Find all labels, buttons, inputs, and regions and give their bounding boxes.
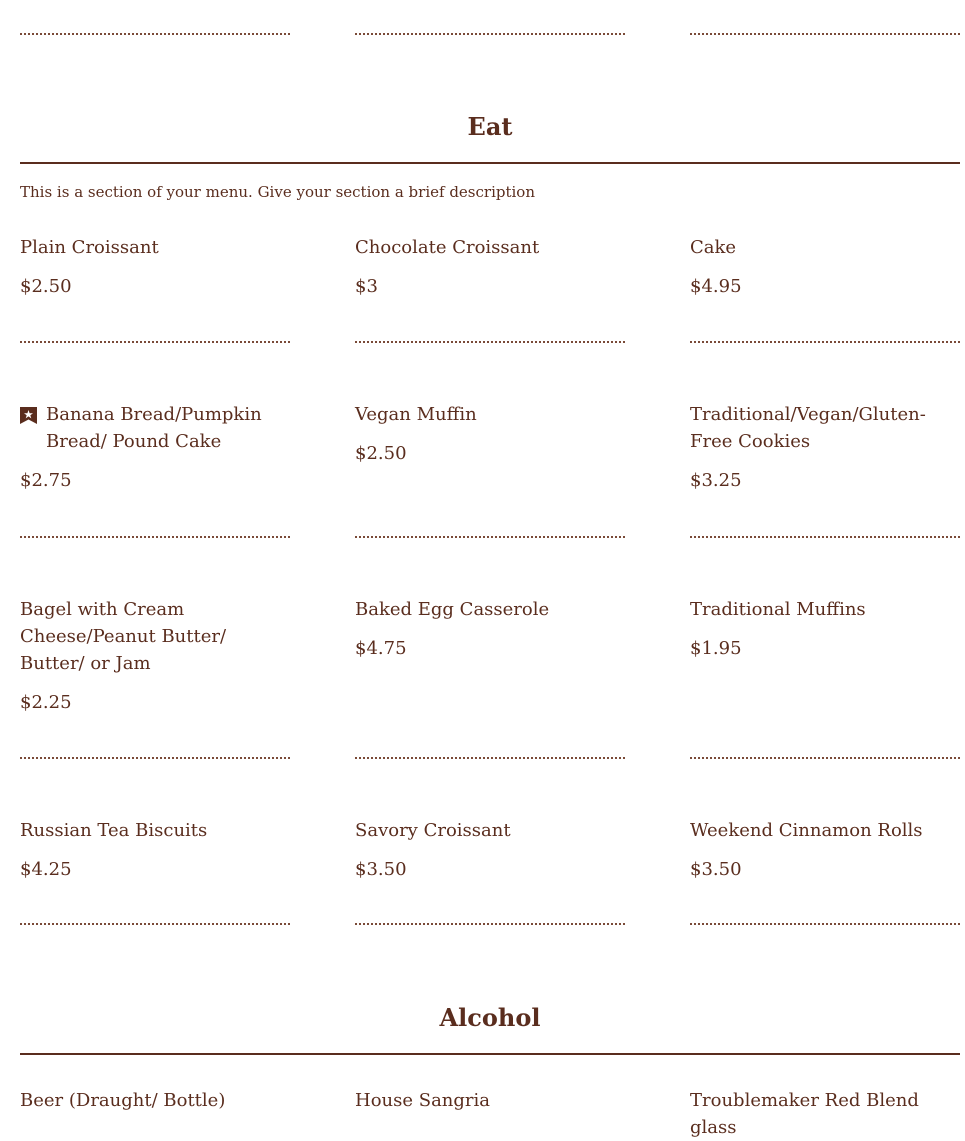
menu-item-price: $1.95: [690, 638, 742, 659]
item-separator: [20, 923, 290, 925]
menu-item[interactable]: [690, 596, 960, 662]
section-rule: [20, 1053, 960, 1055]
menu-item-name: Bagel with Cream Cheese/Peanut Butter/ Butter/ or Jam: [20, 599, 227, 674]
menu-item-name: Weekend Cinnamon Rolls: [690, 820, 923, 841]
item-separator: [20, 341, 290, 343]
menu-item-price: $4.75: [355, 638, 407, 659]
menu-item-price: $4.25: [20, 859, 72, 880]
menu-item[interactable]: [690, 401, 960, 494]
menu-item-name: Banana Bread/Pumpkin Bread/ Pound Cake: [46, 404, 262, 452]
item-separator: [355, 341, 625, 343]
menu-item-name: House Sangria: [355, 1090, 491, 1111]
item-separator: [690, 33, 960, 35]
item-separator: [355, 536, 625, 538]
menu-item-price: $4.95: [690, 276, 742, 297]
menu-item-price: $2.25: [20, 692, 72, 713]
section-description: This is a section of your menu. Give your section a brief description: [20, 183, 535, 201]
menu-item-price: $3.25: [690, 470, 742, 491]
menu-item[interactable]: [355, 1087, 625, 1114]
item-separator: [690, 923, 960, 925]
menu-item-price: $3.50: [690, 859, 742, 880]
menu-item[interactable]: [355, 234, 625, 300]
item-separator: [20, 757, 290, 759]
menu-item-name: Traditional/Vegan/Gluten-Free Cookies: [690, 404, 926, 452]
menu-item-name: Plain Croissant: [20, 237, 159, 258]
item-separator: [20, 33, 290, 35]
menu-item-price: $2.50: [355, 443, 407, 464]
menu-item[interactable]: [690, 1087, 960, 1141]
menu-item-name: Savory Croissant: [355, 820, 511, 841]
menu-item-name: Troublemaker Red Blend glass: [690, 1090, 919, 1138]
menu-item-name-wrapper: [20, 401, 290, 455]
menu-item[interactable]: [20, 596, 290, 716]
menu-item-name: Cake: [690, 237, 737, 258]
menu-item-name: Traditional Muffins: [690, 599, 866, 620]
menu-item[interactable]: [20, 817, 290, 883]
menu-item[interactable]: [355, 401, 625, 467]
menu-item[interactable]: [690, 234, 960, 300]
item-separator: [690, 536, 960, 538]
menu-item-price: $2.75: [20, 470, 72, 491]
menu-item[interactable]: [20, 234, 290, 300]
menu-item[interactable]: [20, 1087, 290, 1114]
menu-item-name: Beer (Draught/ Bottle): [20, 1090, 226, 1111]
item-separator: [690, 757, 960, 759]
menu-item[interactable]: [355, 596, 625, 662]
menu-item-price: $2.50: [20, 276, 72, 297]
menu-item[interactable]: [690, 817, 960, 883]
item-separator: [355, 33, 625, 35]
section-title-alcohol: Alcohol: [439, 1003, 541, 1032]
menu-item[interactable]: [355, 817, 625, 883]
item-separator: [20, 536, 290, 538]
menu-item[interactable]: [20, 401, 290, 494]
menu-item-name: Chocolate Croissant: [355, 237, 540, 258]
section-rule: [20, 162, 960, 164]
menu-item-price: $3: [355, 276, 378, 297]
section-title-eat: Eat: [467, 112, 513, 141]
item-separator: [355, 923, 625, 925]
menu-item-price: $3.50: [355, 859, 407, 880]
item-separator: [690, 341, 960, 343]
item-separator: [355, 757, 625, 759]
menu-item-name: Vegan Muffin: [355, 404, 477, 425]
menu-item-name: Baked Egg Casserole: [355, 599, 550, 620]
featured-star-icon: [20, 407, 37, 424]
menu-item-name: Russian Tea Biscuits: [20, 820, 208, 841]
